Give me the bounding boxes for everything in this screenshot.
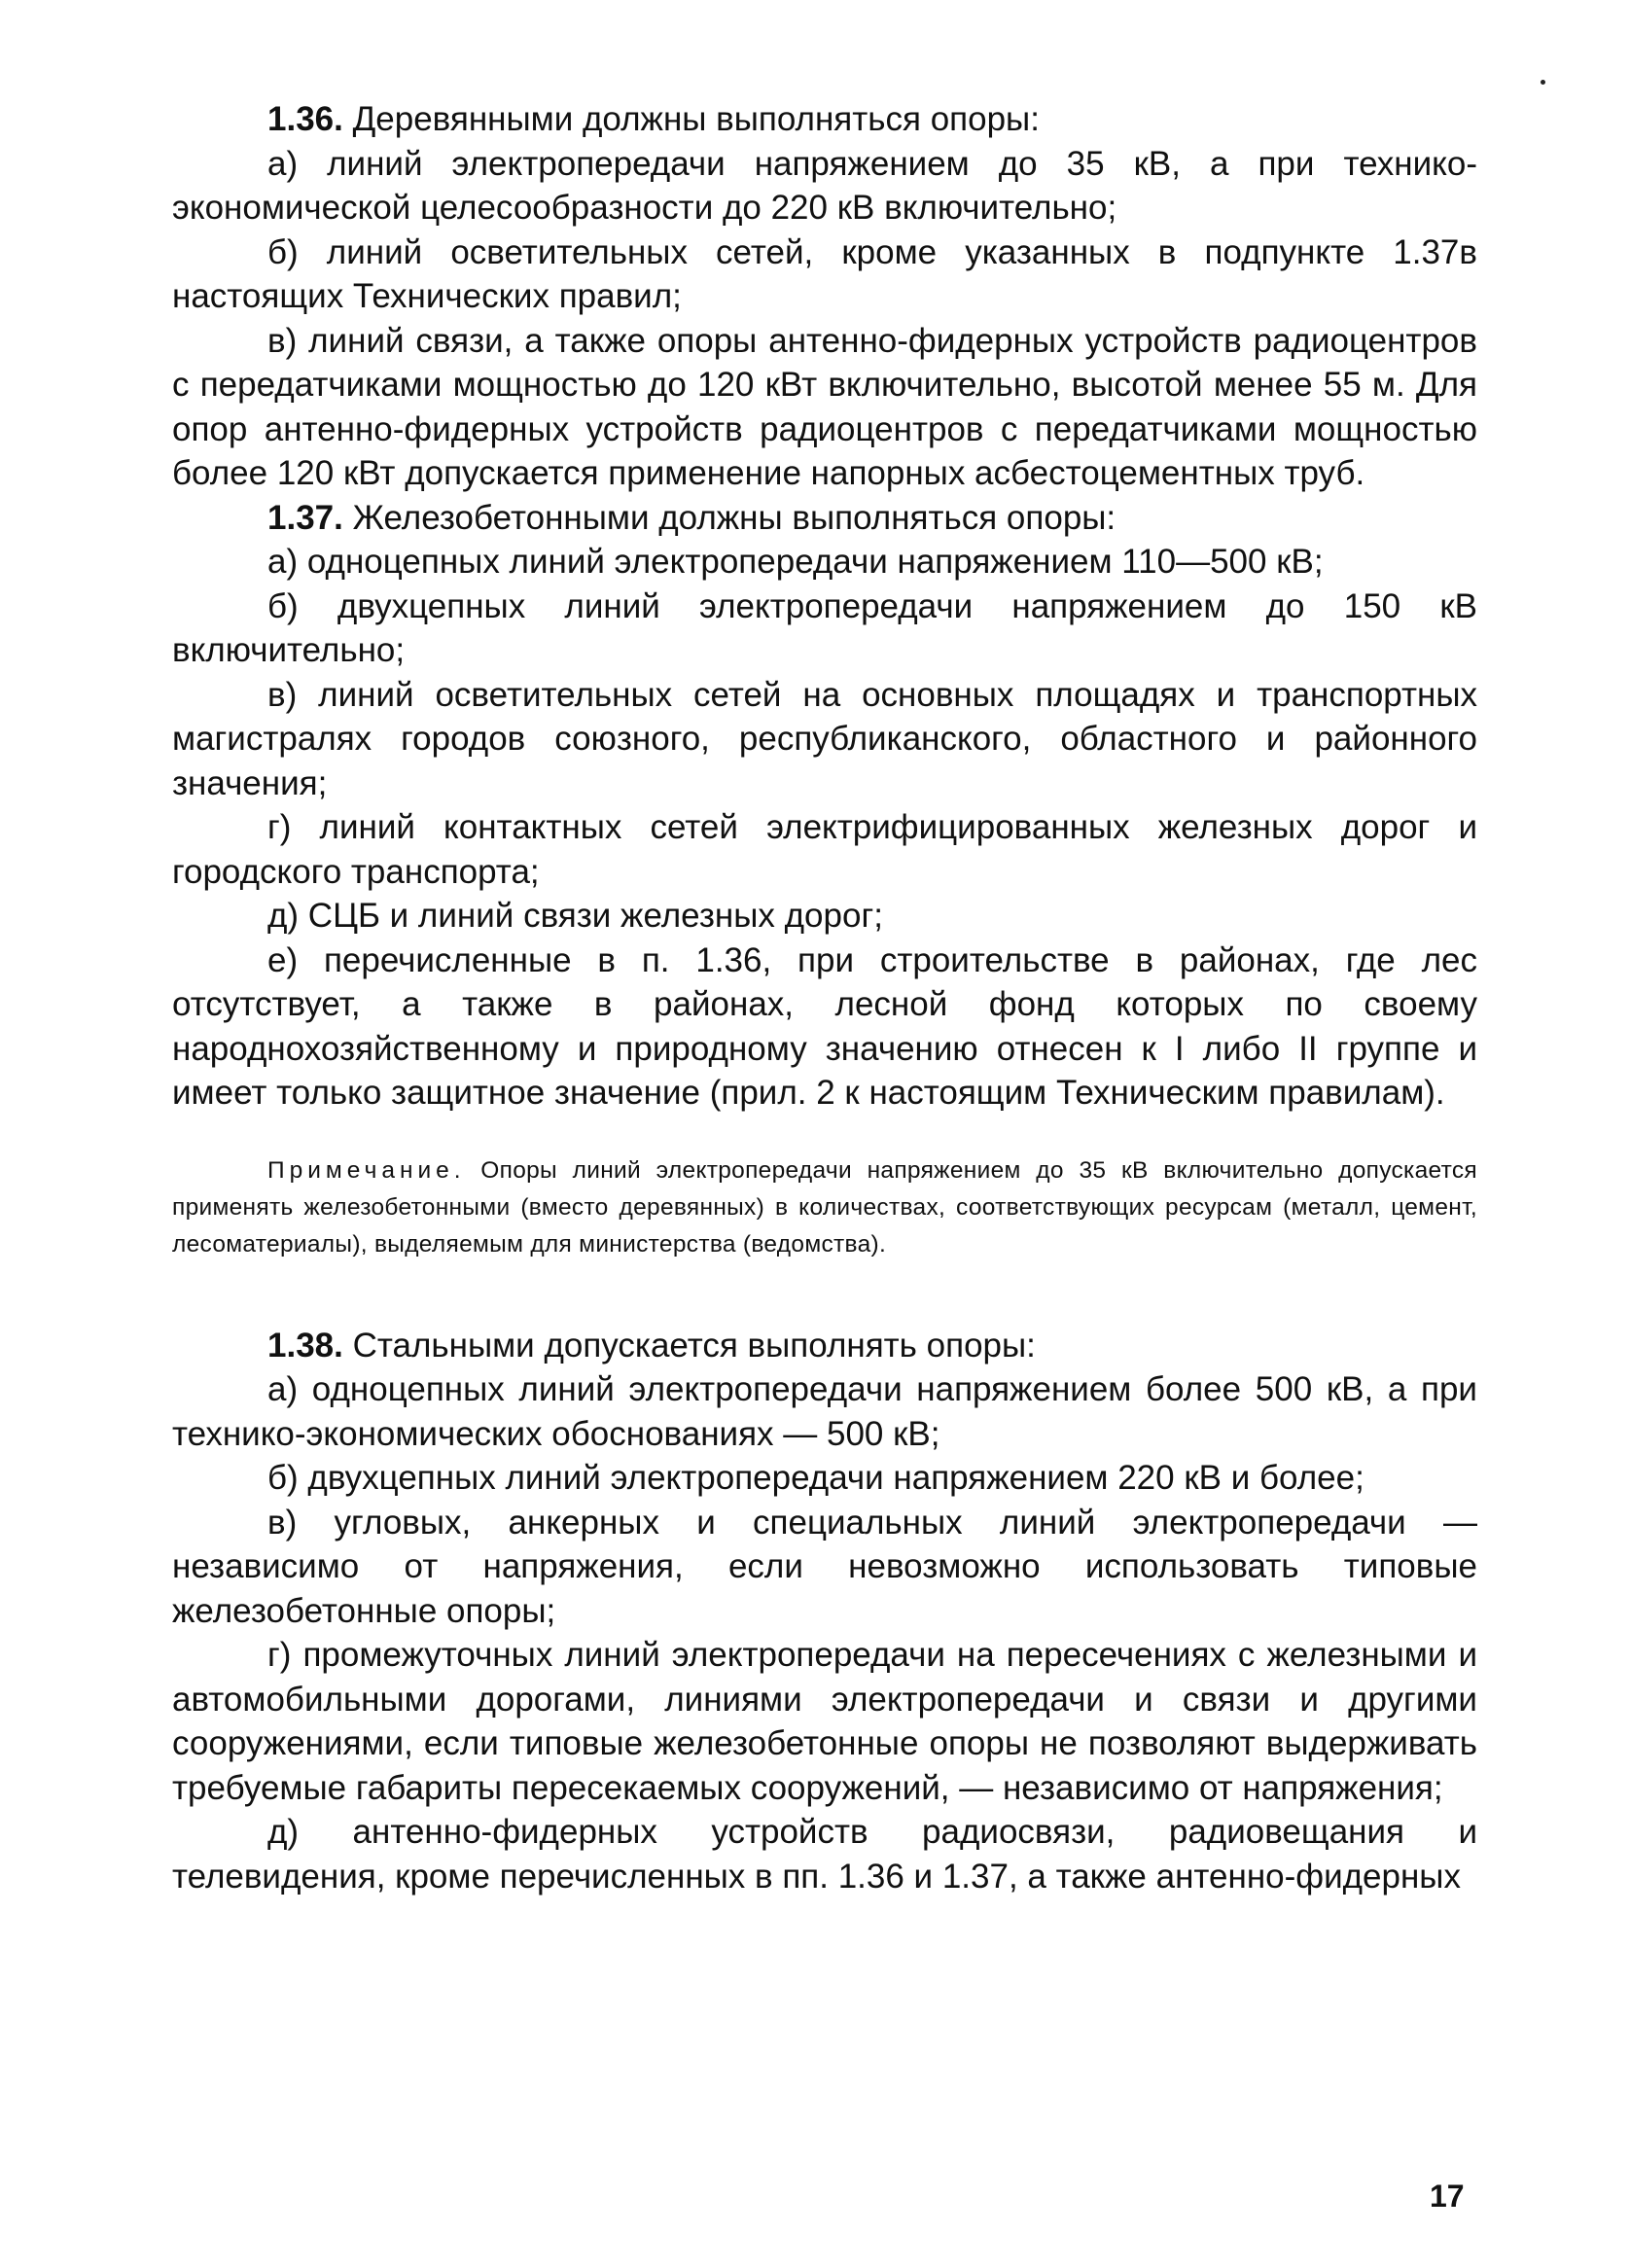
section-title: Стальными допускается выполнять опоры: [342, 1326, 1036, 1364]
list-item: б) двухцепных линий электропередачи напряжением до 150 кВ включительно; [172, 586, 1477, 669]
scan-speck [1541, 80, 1545, 85]
section-number: 1.37. [267, 498, 343, 537]
footnote [172, 1152, 1477, 1263]
section-title: Железобетонными должны выполняться опоры: [342, 498, 1116, 537]
section-title: Деревянными должны выполняться опоры: [342, 100, 1040, 138]
list-item: в) линий связи, а также опоры антенно-фидерных устройств радиоцентров с передатчиками мощностью до 120 кВт включительно, высотой менее 55 м. Для опор антенно-фидерных устройств радиоцентров с передатчиками мощностью более 120 кВт допускается применение напорных асбестоцементных труб. [172, 321, 1477, 492]
section-1-37-heading [172, 496, 1477, 541]
list-item: д) СЦБ и линий связи железных дорог; [267, 897, 883, 935]
list-item: г) промежуточных линий электропередачи на пересечениях с железными и автомобильными дорогами, линиями электропередачи и связи и другими сооружениями, если типовые железобетонные опоры не позволяют выдерживать требуемые габариты пересекаемых сооружений, — независимо от напряжения; [172, 1636, 1477, 1807]
section-gap [172, 1263, 1477, 1324]
section-1-38-heading [172, 1324, 1477, 1368]
document-page [172, 97, 1477, 1898]
list-item: в) угловых, анкерных и специальных линий электропередачи — независимо от напряжения, если невозможно использовать типовые железобетонные опоры; [172, 1503, 1477, 1630]
list-item: а) одноцепных линий электропередачи напряжением более 500 кВ, а при технико-экономических обоснованиях — 500 кВ; [172, 1370, 1477, 1453]
section-number: 1.38. [267, 1326, 343, 1364]
list-item: д) антенно-фидерных устройств радиосвязи, радиовещания и телевидения, кроме перечисленных в пп. 1.36 и 1.37, а также антенно-фидерных [172, 1813, 1477, 1896]
list-item: б) двухцепных линий электропередачи напряжением 220 кВ и более; [267, 1459, 1364, 1497]
list-item: в) линий осветительных сетей на основных площадях и транспортных магистралях городов союзного, республиканского, областного и районного значения; [172, 675, 1477, 802]
section-1-36-heading [172, 97, 1477, 142]
note-label: Примечание. [267, 1156, 466, 1184]
page-number: 17 [1430, 2179, 1465, 2214]
note-text: Опоры линий электропередачи напряжением до 35 кВ включительно допускается применять железобетонными (вместо деревянных) в количествах, соответствующих ресурсам (металл, цемент, лесоматериалы), выделяемым для министерства (ведомства). [172, 1156, 1477, 1258]
section-number: 1.36. [267, 100, 343, 138]
list-item: а) линий электропередачи напряжением до 35 кВ, а при технико-экономической целесообразности до 220 кВ включительно; [172, 144, 1477, 227]
list-item: г) линий контактных сетей электрифицированных железных дорог и городского транспорта; [172, 808, 1477, 891]
list-item: а) одноцепных линий электропередачи напряжением 110—500 кВ; [267, 543, 1324, 581]
list-item: б) линий осветительных сетей, кроме указанных в подпункте 1.37в настоящих Технических правил; [172, 232, 1477, 315]
list-item: е) перечисленные в п. 1.36, при строительстве в районах, где лес отсутствует, а также в районах, лесной фонд которых по своему народнохозяйственному и природному значению отнесен к I либо II группе и имеет только защитное значение (прил. 2 к настоящим Техническим правилам). [172, 940, 1477, 1112]
